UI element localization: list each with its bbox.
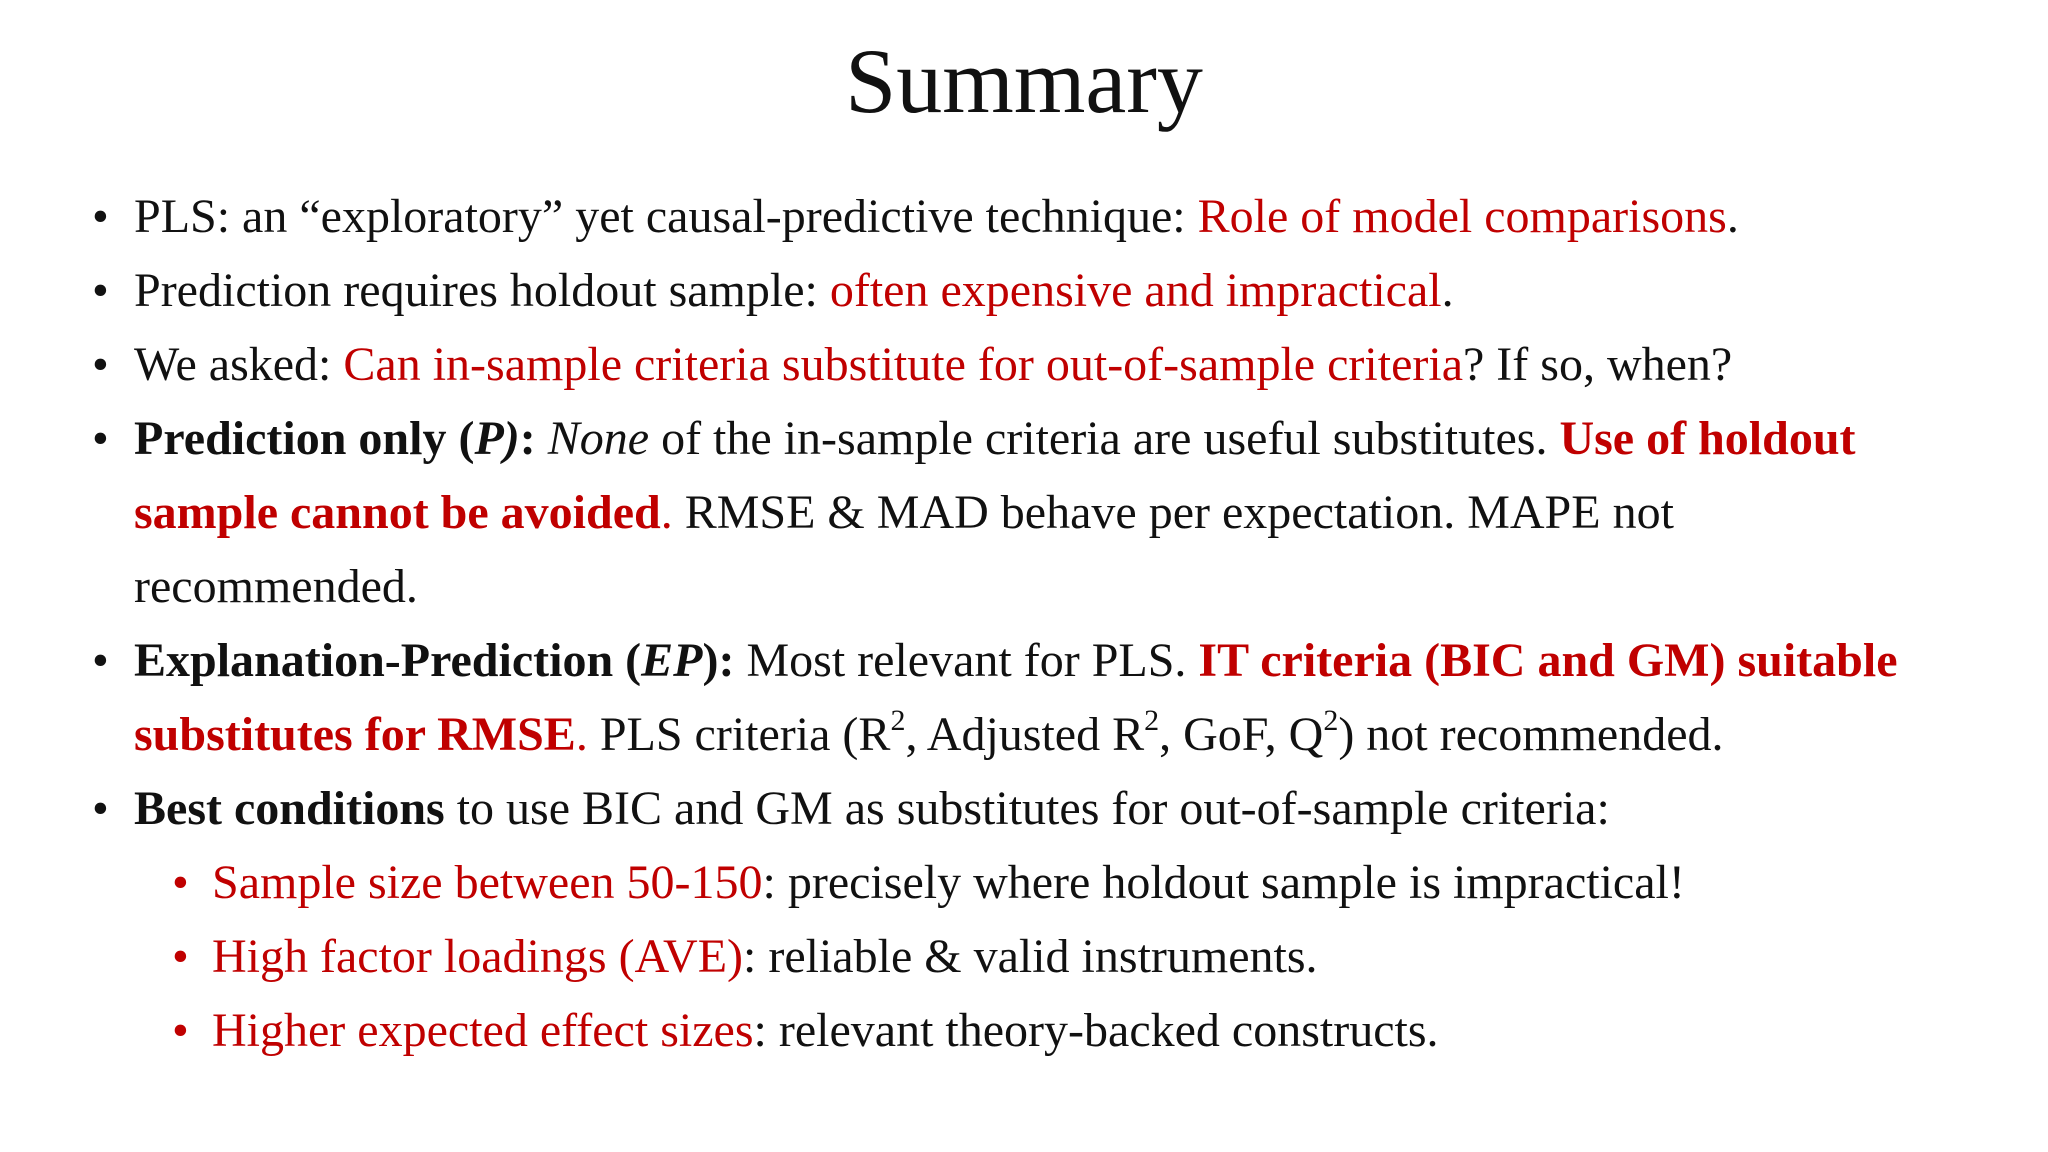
bullet-pls-exploratory: • PLS: an “exploratory” yet causal-predictive technique: Role of model comparisons.	[0, 180, 2048, 254]
bullet-dot-icon: •	[92, 264, 109, 317]
bullet-dot-icon: •	[92, 412, 109, 465]
sub-bullet-factor-loadings: • High factor loadings (AVE): reliable & valid instruments.	[0, 920, 2048, 994]
highlight-text: Higher expected effect sizes	[212, 1004, 754, 1057]
bullet-dot-icon: •	[92, 782, 109, 835]
bullet-dot-icon: •	[92, 634, 109, 687]
highlight-text: Can in-sample criteria substitute for out-of-sample criteria	[343, 338, 1463, 391]
highlight-text: Use of holdout sample cannot be avoided	[134, 412, 1856, 539]
bullet-list	[0, 180, 2048, 1068]
highlight-text: Sample size between 50-150	[212, 856, 763, 909]
bullet-we-asked: • We asked: Can in-sample criteria substitute for out-of-sample criteria? If so, when?	[0, 328, 2048, 402]
highlight-text: IT criteria (BIC and GM) suitable substitutes for RMSE	[134, 634, 1898, 761]
bullet-dot-icon: •	[92, 190, 109, 243]
bullet-explanation-prediction: • Explanation-Prediction (EP): Most relevant for PLS. IT criteria (BIC and GM) suitable substitutes for RMSE. PLS criteria ($R^2$, Adjusted $R^2$, GoF, $Q^2$) not recommended.	[0, 624, 2048, 772]
slide-title: Summary	[845, 30, 1203, 132]
sub-bullet-dot-icon: •	[172, 1004, 189, 1057]
bullet-best-conditions: • Best conditions to use BIC and GM as substitutes for out-of-sample criteria:	[0, 772, 2048, 846]
sub-bullet-effect-sizes: • Higher expected effect sizes: relevant theory-backed constructs.	[0, 994, 2048, 1068]
highlight-text: often expensive and impractical	[829, 264, 1442, 317]
highlight-text: Role of model comparisons	[1197, 190, 1727, 243]
sub-bullet-dot-icon: •	[172, 930, 189, 983]
highlight-text: High factor loadings (AVE)	[212, 930, 743, 983]
sub-bullet-dot-icon: •	[172, 856, 189, 909]
sub-bullet-sample-size: • Sample size between 50-150: precisely where holdout sample is impractical!	[0, 846, 2048, 920]
bullet-dot-icon: •	[92, 338, 109, 391]
bullet-prediction-only: • Prediction only (P): None of the in-sample criteria are useful substitutes. Use of holdout sample cannot be avoided. RMSE & MAD behave per expectation. MAPE not recommended.	[0, 402, 2048, 624]
bullet-prediction-holdout: • Prediction requires holdout sample: often expensive and impractical.	[0, 254, 2048, 328]
